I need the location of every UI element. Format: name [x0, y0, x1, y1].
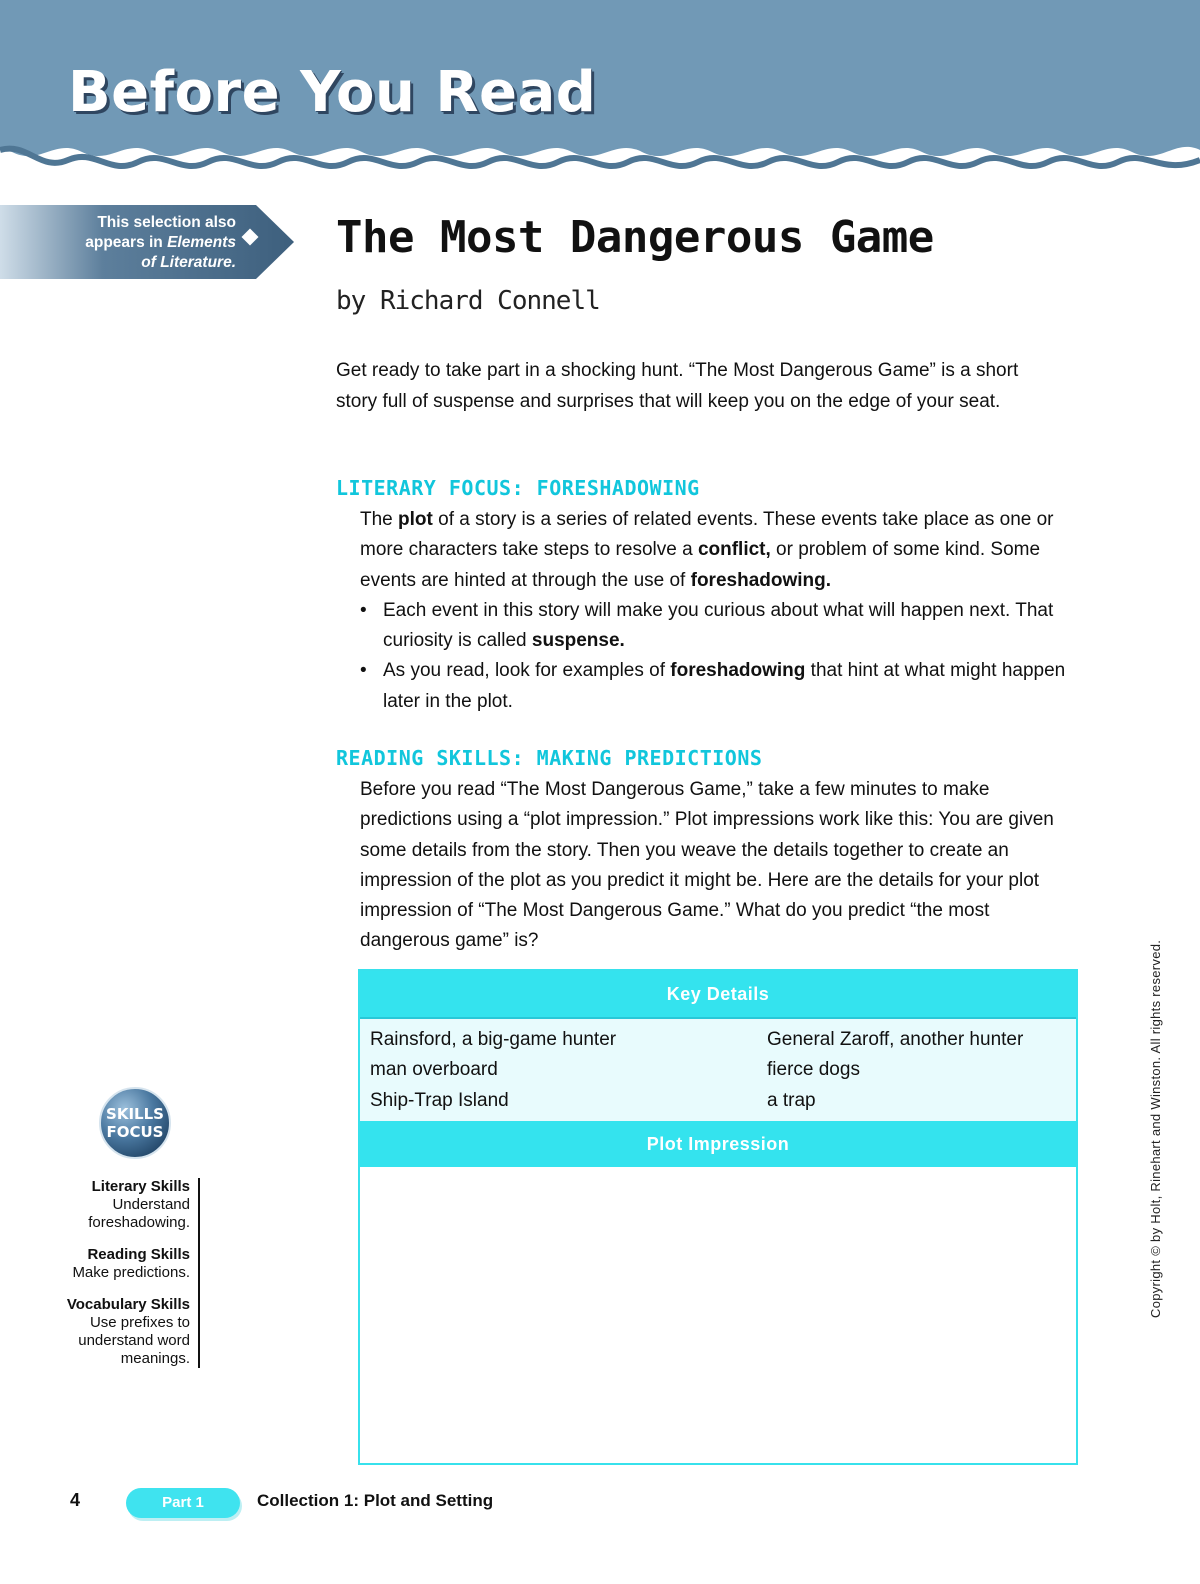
bullet-1-text: Each event in this story will make you curious about what will happen next. That curiosity is called: [383, 599, 1054, 652]
collection-title: Collection 1: Plot and Setting: [257, 1491, 494, 1510]
plot-impression-header: Plot Impression: [360, 1121, 1076, 1167]
literary-focus-paragraph: [360, 505, 1090, 596]
sidebar-vocabulary-skills: [60, 1296, 190, 1368]
literary-focus-heading: LITERARY FOCUS: FORESHADOWING: [336, 476, 700, 500]
reading-skills-heading: READING SKILLS: MAKING PREDICTIONS: [336, 746, 763, 770]
tag-line-2: [40, 233, 236, 253]
badge-line-1: SKILLS: [106, 1105, 164, 1123]
bullet-item: [360, 596, 1090, 657]
key-detail-item: a trap: [767, 1089, 816, 1111]
tag-text: [40, 213, 236, 273]
sidebar-reading-text: Make predictions.: [72, 1264, 190, 1281]
key-details-header: Key Details: [360, 971, 1076, 1017]
sidebar-reading-skills: [60, 1246, 190, 1282]
key-detail-item: man overboard: [370, 1059, 498, 1081]
badge-line-2: FOCUS: [106, 1123, 164, 1141]
story-byline: by Richard Connell: [336, 286, 600, 316]
lf-text-2: of a story is a series of related events. These events take place as one or more characters take steps to resolve a: [360, 509, 1054, 561]
key-detail-item: General Zaroff, another hunter: [767, 1029, 1024, 1050]
key-details-right-column: [767, 1025, 1023, 1116]
plot-impression-table: [358, 969, 1078, 1465]
page-number: 4: [70, 1490, 81, 1510]
key-details-list: [360, 1017, 1076, 1121]
tag-line-1: This selection also: [97, 214, 236, 231]
key-details-left-column: [370, 1025, 616, 1116]
key-detail-item: fierce dogs: [767, 1059, 860, 1081]
intro-paragraph: Get ready to take part in a shocking hunt. “The Most Dangerous Game” is a short story full of suspense and surprises that will keep you on the edge of your seat.: [336, 360, 1019, 412]
sidebar-literary-title: Literary Skills: [91, 1178, 190, 1195]
key-detail-item: Ship-Trap Island: [370, 1089, 509, 1111]
sidebar-reading-title: Reading Skills: [87, 1246, 190, 1263]
copyright-notice: Copyright © by Holt, Rinehart and Winston. All rights reserved.: [1148, 939, 1163, 1318]
bullet-2-text-b: that hint at what might happen later in the plot.: [383, 660, 1066, 712]
sidebar-vocab-title: Vocabulary Skills: [66, 1296, 190, 1313]
bullet-2-term: foreshadowing: [670, 660, 806, 682]
story-title: The Most Dangerous Game: [336, 212, 934, 263]
bullet-1-term: suspense.: [531, 630, 625, 652]
part-badge: Part 1: [126, 1488, 240, 1518]
skills-sidebar: [60, 1178, 200, 1368]
literary-focus-bullets: [360, 596, 1090, 717]
bullet-item: [360, 656, 1090, 717]
skills-focus-badge-icon: [98, 1086, 172, 1160]
tag-line-2a: appears in: [85, 234, 168, 251]
lf-text-3: or problem of some kind. Some events are hinted at through the use of: [360, 539, 1041, 591]
bullet-2-text-a: As you read, look for examples of: [383, 660, 671, 682]
lf-term-plot: plot: [398, 509, 433, 530]
reading-skills-body: Before you read “The Most Dangerous Game,” take a few minutes to make predictions using a “plot impression.” Plot impressions work like this: You are given some details from the story. Then you weave the details together to create an impression of the plot as you predict it might be. Here are the details for your plot impression of “The Most Dangerous Game.” What do you predict “the most dangerous game” is?: [360, 779, 1054, 952]
key-detail-item: Rainsford, a big-game hunter: [370, 1029, 617, 1050]
lf-text-1: The: [360, 509, 399, 530]
tag-line-3: of Literature.: [141, 254, 236, 271]
header-banner: [0, 0, 1200, 190]
lf-term-foreshadowing: foreshadowing.: [690, 569, 832, 591]
sidebar-literary-skills: [60, 1178, 190, 1232]
banner-title: Before You Read: [68, 60, 597, 125]
sidebar-literary-text: Understand foreshadowing.: [88, 1196, 190, 1231]
lf-term-conflict: conflict,: [697, 539, 771, 561]
tag-line-2b: Elements: [167, 234, 236, 251]
literary-focus-body: [360, 505, 1090, 717]
plot-impression-answer-area[interactable]: [360, 1167, 1076, 1463]
sidebar-vocab-text: Use prefixes to understand word meanings.: [78, 1314, 190, 1367]
